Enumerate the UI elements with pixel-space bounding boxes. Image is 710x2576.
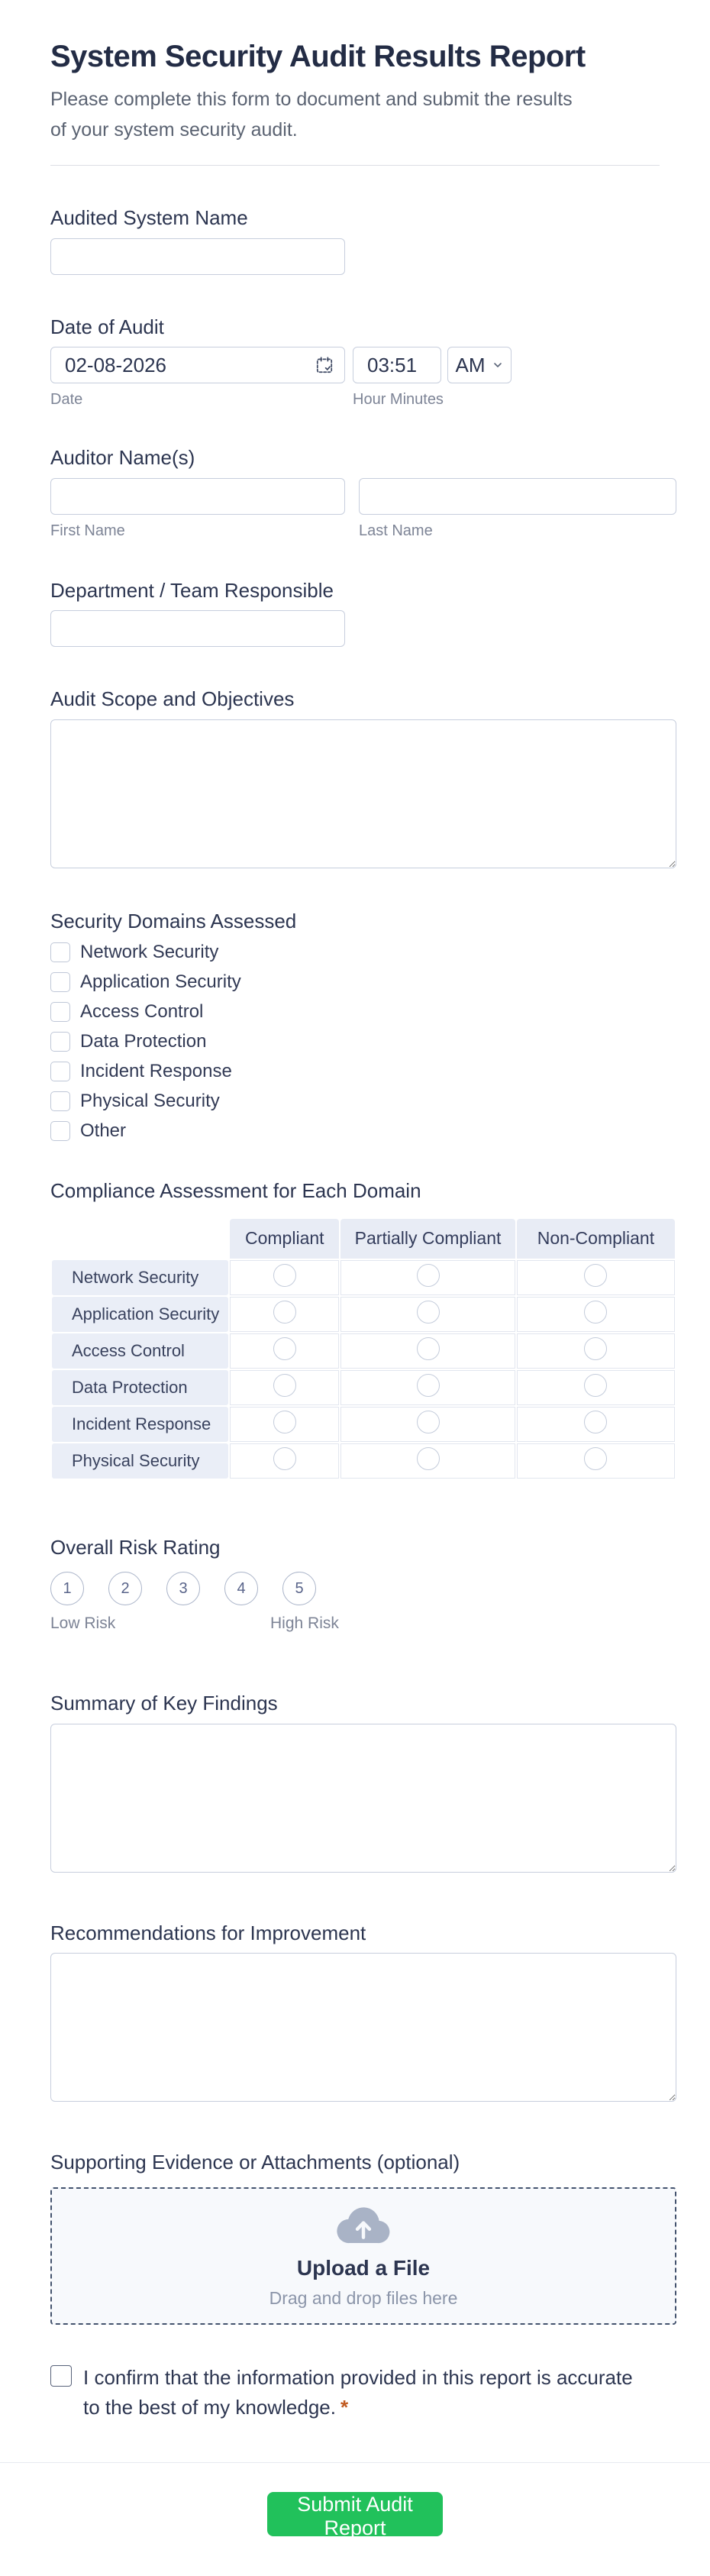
compliance-radio-cell bbox=[517, 1333, 675, 1369]
compliance-radio-cell bbox=[517, 1443, 675, 1479]
domain-option-label: Network Security bbox=[80, 942, 219, 962]
meridiem-select[interactable] bbox=[447, 347, 512, 383]
date-of-audit-label: Date of Audit bbox=[50, 315, 164, 338]
field-audit-scope bbox=[50, 687, 676, 872]
domain-option-label: Access Control bbox=[80, 1001, 204, 1022]
form-body bbox=[0, 205, 710, 2576]
compliance-row-label: Access Control bbox=[52, 1333, 228, 1369]
submit-area bbox=[34, 2463, 676, 2576]
submit-button[interactable]: Submit Audit Report bbox=[267, 2492, 443, 2536]
compliance-radio-cell bbox=[230, 1260, 339, 1295]
risk-scale-option[interactable]: 4 bbox=[224, 1572, 258, 1605]
field-audited-system-name bbox=[50, 205, 676, 275]
compliance-radio[interactable] bbox=[273, 1301, 296, 1324]
compliance-radio-cell bbox=[517, 1370, 675, 1405]
compliance-radio[interactable] bbox=[417, 1447, 440, 1470]
recommendations-label: Recommendations for Improvement bbox=[50, 1921, 366, 1944]
domain-checkbox[interactable] bbox=[50, 1091, 70, 1111]
department-label: Department / Team Responsible bbox=[50, 578, 334, 602]
upload-hint: Drag and drop files here bbox=[269, 2288, 458, 2308]
audited-system-name-input[interactable] bbox=[50, 238, 345, 275]
header-divider bbox=[50, 165, 660, 166]
recommendations-textarea[interactable] bbox=[50, 1953, 676, 2102]
domain-option-label: Incident Response bbox=[80, 1061, 232, 1081]
compliance-radio[interactable] bbox=[273, 1337, 296, 1360]
compliance-radio[interactable] bbox=[584, 1301, 607, 1324]
compliance-radio[interactable] bbox=[417, 1301, 440, 1324]
meridiem-value: AM bbox=[455, 353, 486, 377]
risk-scale-labels bbox=[50, 1614, 676, 1634]
date-sublabel: Date bbox=[50, 391, 83, 408]
calendar-icon[interactable] bbox=[315, 355, 334, 375]
date-input[interactable] bbox=[50, 347, 345, 383]
field-recommendations bbox=[50, 1921, 676, 2106]
domain-checkbox[interactable] bbox=[50, 1121, 70, 1141]
compliance-radio[interactable] bbox=[273, 1411, 296, 1433]
compliance-radio[interactable] bbox=[584, 1374, 607, 1397]
file-upload-dropzone[interactable] bbox=[50, 2187, 676, 2325]
risk-high-label: High Risk bbox=[270, 1614, 339, 1632]
field-attachments bbox=[50, 2150, 676, 2325]
compliance-row bbox=[52, 1297, 675, 1332]
domain-option[interactable] bbox=[50, 1001, 676, 1023]
form-header bbox=[0, 0, 710, 166]
audit-scope-label: Audit Scope and Objectives bbox=[50, 687, 295, 710]
security-domains-label: Security Domains Assessed bbox=[50, 909, 297, 932]
first-name-sublabel: First Name bbox=[50, 522, 125, 539]
compliance-row bbox=[52, 1407, 675, 1442]
compliance-column-header: Non-Compliant bbox=[517, 1219, 675, 1259]
field-department bbox=[50, 578, 676, 648]
compliance-row bbox=[52, 1443, 675, 1479]
attachments-label: Supporting Evidence or Attachments (optional) bbox=[50, 2151, 460, 2174]
field-confirmation bbox=[50, 2363, 676, 2422]
compliance-radio[interactable] bbox=[584, 1411, 607, 1433]
required-asterisk: * bbox=[340, 2395, 349, 2419]
compliance-row-label: Incident Response bbox=[52, 1407, 228, 1442]
domain-checkbox[interactable] bbox=[50, 1002, 70, 1022]
risk-rating-label: Overall Risk Rating bbox=[50, 1535, 221, 1559]
domain-option-label: Other bbox=[80, 1120, 127, 1141]
summary-textarea[interactable] bbox=[50, 1724, 676, 1873]
security-domains-options bbox=[50, 942, 676, 1142]
summary-label: Summary of Key Findings bbox=[50, 1692, 278, 1715]
field-security-domains bbox=[50, 909, 676, 1143]
compliance-column-header: Partially Compliant bbox=[340, 1219, 515, 1259]
compliance-radio[interactable] bbox=[417, 1411, 440, 1433]
upload-title: Upload a File bbox=[296, 2256, 431, 2280]
time-sublabel: Hour Minutes bbox=[353, 391, 444, 408]
compliance-radio-cell bbox=[340, 1443, 515, 1479]
department-input[interactable] bbox=[50, 610, 345, 647]
last-name-sublabel: Last Name bbox=[359, 522, 433, 539]
compliance-row bbox=[52, 1333, 675, 1369]
compliance-radio-cell bbox=[517, 1407, 675, 1442]
compliance-radio[interactable] bbox=[273, 1374, 296, 1397]
domain-option-label: Data Protection bbox=[80, 1031, 207, 1052]
domain-option[interactable] bbox=[50, 942, 676, 963]
table-corner-cell bbox=[52, 1219, 228, 1259]
compliance-table bbox=[50, 1217, 676, 1480]
time-input[interactable] bbox=[353, 347, 441, 383]
audited-system-name-label: Audited System Name bbox=[50, 206, 248, 229]
first-name-input[interactable] bbox=[50, 478, 345, 515]
field-auditor-names bbox=[50, 445, 676, 540]
compliance-radio-cell bbox=[340, 1260, 515, 1295]
cloud-upload-icon bbox=[334, 2203, 393, 2245]
compliance-radio-cell bbox=[517, 1260, 675, 1295]
risk-scale-option[interactable]: 2 bbox=[108, 1572, 142, 1605]
domain-checkbox[interactable] bbox=[50, 1062, 70, 1081]
page-title: System Security Audit Results Report bbox=[50, 40, 586, 73]
field-compliance-table bbox=[50, 1178, 676, 1480]
compliance-radio-cell bbox=[340, 1297, 515, 1332]
domain-checkbox[interactable] bbox=[50, 942, 70, 962]
compliance-row-label: Physical Security bbox=[52, 1443, 228, 1479]
compliance-radio-cell bbox=[230, 1443, 339, 1479]
compliance-radio[interactable] bbox=[584, 1264, 607, 1287]
compliance-radio-cell bbox=[340, 1370, 515, 1405]
risk-scale bbox=[50, 1572, 676, 1605]
field-risk-rating bbox=[50, 1535, 676, 1635]
compliance-radio-cell bbox=[230, 1407, 339, 1442]
domain-option-label: Physical Security bbox=[80, 1091, 220, 1111]
chevron-down-icon bbox=[492, 359, 504, 371]
risk-scale-option[interactable]: 1 bbox=[50, 1572, 84, 1605]
risk-scale-option[interactable]: 5 bbox=[282, 1572, 316, 1605]
field-summary bbox=[50, 1691, 676, 1876]
domain-option[interactable] bbox=[50, 1091, 676, 1112]
confirmation-text: I confirm that the information provided in this report is accurate to the best of my knowledge. * bbox=[83, 2365, 633, 2419]
compliance-radio-cell bbox=[230, 1297, 339, 1332]
confirmation-checkbox[interactable] bbox=[50, 2365, 72, 2387]
domain-checkbox[interactable] bbox=[50, 972, 70, 992]
compliance-radio-cell bbox=[340, 1333, 515, 1369]
compliance-radio-cell bbox=[517, 1297, 675, 1332]
domain-option[interactable] bbox=[50, 1031, 676, 1052]
page-description: Please complete this form to document and submit the results of your system security audit. bbox=[50, 89, 573, 141]
domain-option-label: Application Security bbox=[80, 971, 241, 992]
domain-option[interactable] bbox=[50, 1061, 676, 1082]
compliance-radio-cell bbox=[230, 1370, 339, 1405]
domain-checkbox[interactable] bbox=[50, 1032, 70, 1052]
compliance-radio[interactable] bbox=[417, 1337, 440, 1360]
compliance-row bbox=[52, 1370, 675, 1405]
compliance-radio-cell bbox=[230, 1333, 339, 1369]
compliance-radio[interactable] bbox=[273, 1264, 296, 1287]
compliance-radio[interactable] bbox=[417, 1374, 440, 1397]
compliance-row-label: Network Security bbox=[52, 1260, 228, 1295]
compliance-radio[interactable] bbox=[584, 1337, 607, 1360]
compliance-row-label: Application Security bbox=[52, 1297, 228, 1332]
compliance-label: Compliance Assessment for Each Domain bbox=[50, 1179, 421, 1202]
audit-scope-textarea[interactable] bbox=[50, 719, 676, 868]
domain-option[interactable] bbox=[50, 1120, 676, 1142]
auditor-names-label: Auditor Name(s) bbox=[50, 446, 195, 469]
risk-low-label: Low Risk bbox=[50, 1614, 116, 1632]
compliance-row bbox=[52, 1260, 675, 1295]
compliance-radio[interactable] bbox=[273, 1447, 296, 1470]
compliance-radio[interactable] bbox=[584, 1447, 607, 1470]
field-date-of-audit bbox=[50, 315, 676, 409]
domain-option[interactable] bbox=[50, 971, 676, 993]
compliance-row-label: Data Protection bbox=[52, 1370, 228, 1405]
risk-scale-option[interactable]: 3 bbox=[166, 1572, 200, 1605]
compliance-radio[interactable] bbox=[417, 1264, 440, 1287]
compliance-column-header: Compliant bbox=[230, 1219, 339, 1259]
last-name-input[interactable] bbox=[359, 478, 676, 515]
compliance-radio-cell bbox=[340, 1407, 515, 1442]
